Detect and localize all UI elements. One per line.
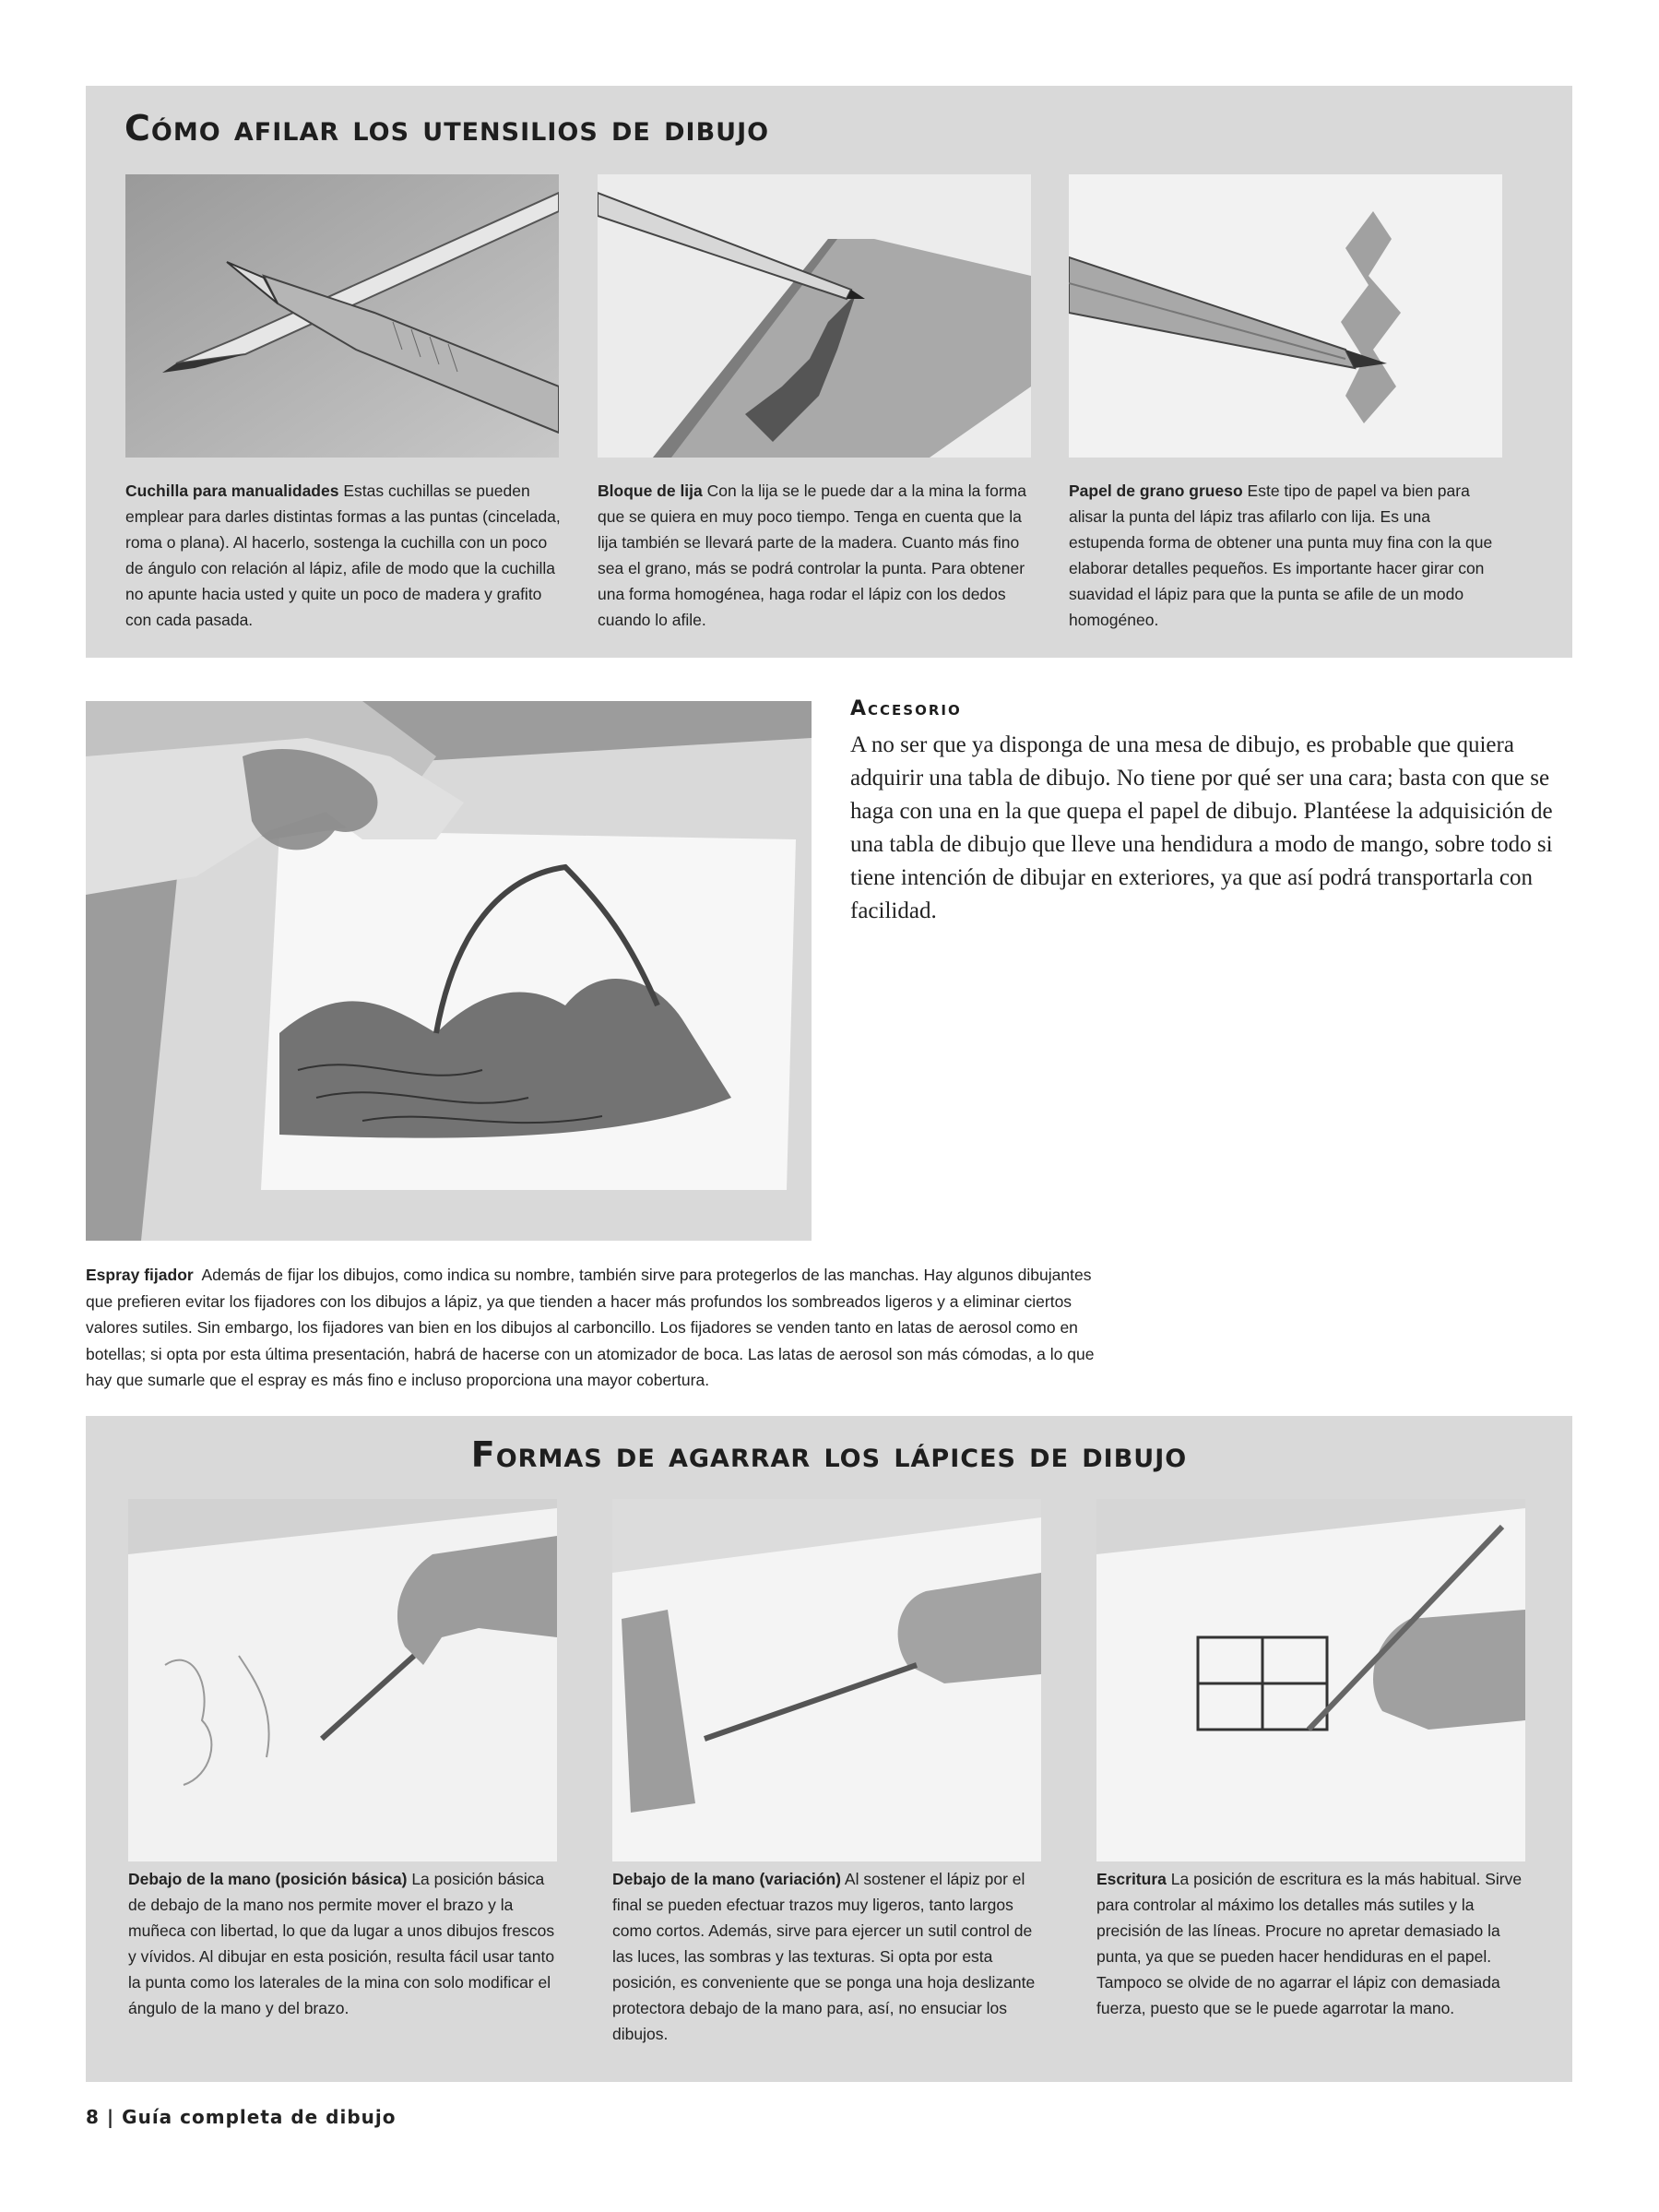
underhand-basic-photo	[128, 1499, 557, 1861]
craft-knife-title: Cuchilla para manualidades	[125, 482, 339, 500]
writing-grip-text: La posición de escritura es la más habitual. Sirve para controlar al máximo los detalles más sutiles y la precisión de las líneas. Procure no apretar demasiado la punta, ya que se pueden hacer hendiduras en el papel. Tampoco se olvide de no agarrar el lápiz con demasiada fuerza, puesto que se le puede agarrotar la mano.	[1096, 1870, 1523, 2017]
writing-grip-caption	[1096, 1866, 1530, 2021]
underhand-variation-caption	[612, 1866, 1046, 2047]
craft-knife-caption	[125, 478, 563, 633]
spray-fixative-text: Además de fijar los dibujos, como indica su nombre, también sirve para protegerlos de las manchas. Hay algunos dibujantes que prefieren evitar los fijadores con los dibujos a lápiz, ya que tienden a hacer más profundos los sombreados ligeros y a eliminar ciertos valores sutiles. Sin embargo, los fijadores van bien en los dibujos al carboncillo. Los fijadores se venden tanto en latas de aerosol como en botellas; si opta por esta última presentación, habrá de hacerse con un atomizador de boca. Las latas de aerosol son más cómodas, a lo que hay que sumarle que el espray es más fino e incluso proporciona una mayor cobertura.	[86, 1266, 1095, 1389]
accesorio-text: A no ser que ya disponga de una mesa de dibujo, es probable que quiera adquirir una tabla de dibujo. No tiene por qué ser una cara; basta con que se haga con una en la que quepa el papel de dibujo. Plantéese la adquisición de una tabla de dibujo que lleve una hendidura a modo de mango, sobre todo si tiene intención de dibujar en exteriores, ya que así podrá transportarla con facilidad.	[850, 732, 1553, 923]
pencil-grips-heading: Formas de agarrar los lápices de dibujo	[470, 1434, 1188, 1475]
underhand-variation-text: Al sostener el lápiz por el final se pueden efectuar trazos muy ligeros, tanto largos como cortos. Además, sirve para ejercer un sutil control de las luces, las sombras y las texturas. Si opta por esta posición, es conveniente que se ponga una hoja deslizante protectora debajo de la mano para, así, no ensuciar los dibujos.	[612, 1870, 1036, 2043]
spray-fixative-caption	[86, 1262, 1109, 1394]
sandpaper-block-photo	[598, 174, 1031, 458]
footer-separator: |	[106, 2106, 115, 2128]
sharpening-panel	[86, 86, 1572, 658]
pencil-grips-panel	[86, 1416, 1572, 2082]
sandpaper-title: Bloque de lija	[598, 482, 703, 500]
craft-knife-text: Estas cuchillas se pueden emplear para darles distintas formas a las puntas (cincelada, roma o plana). Al hacerlo, sostenga la cuchilla con un poco de ángulo con relación al lápiz, afile de modo que la cuchilla no apunte hacia usted y quite un poco de madera y grafito con cada pasada.	[125, 482, 561, 629]
writing-grip-title: Escritura	[1096, 1870, 1167, 1888]
coarse-paper-text: Este tipo de papel va bien para alisar la punta del lápiz tras afilarlo con lija. Es una estupenda forma de obtener una punta muy fina con la que elaborar detalles pequeños. Es importante hacer girar con suavidad el lápiz para que la punta se afile de un modo homogéneo.	[1069, 482, 1493, 629]
book-title: Guía completa de dibujo	[122, 2106, 397, 2128]
sharpening-heading: Cómo afilar los utensilios de dibujo	[124, 108, 770, 149]
craft-knife-photo	[125, 174, 559, 458]
sandpaper-caption	[598, 478, 1036, 633]
underhand-variation-photo	[612, 1499, 1041, 1861]
coarse-paper-photo	[1069, 174, 1502, 458]
underhand-variation-title: Debajo de la mano (variación)	[612, 1870, 841, 1888]
page-number: 8	[86, 2106, 100, 2128]
coarse-paper-title: Papel de grano grueso	[1069, 482, 1243, 500]
page-footer	[86, 2106, 397, 2128]
spray-fixative-title: Espray fijador	[86, 1266, 194, 1284]
spray-fixative-photo	[86, 701, 812, 1241]
underhand-basic-title: Debajo de la mano (posición básica)	[128, 1870, 408, 1888]
writing-grip-photo	[1096, 1499, 1525, 1861]
coarse-paper-caption	[1069, 478, 1507, 633]
accesorio-title: Accesorio	[850, 697, 962, 720]
sandpaper-text: Con la lija se le puede dar a la mina la forma que se quiera en muy poco tiempo. Tenga en cuenta que la lija también se llevará parte de la madera. Cuanto más fino sea el grano, más se podrá controlar la punta. Para obtener una forma homogénea, haga rodar el lápiz con los dedos cuando lo afile.	[598, 482, 1026, 629]
underhand-basic-caption	[128, 1866, 562, 2021]
underhand-basic-text: La posición básica de debajo de la mano nos permite mover el brazo y la muñeca con libertad, lo que da lugar a unos dibujos frescos y vívidos. Al dibujar en esta posición, resulta fácil usar tanto la punta como los laterales de la mina con solo modificar el ángulo de la mano y del brazo.	[128, 1870, 555, 2017]
